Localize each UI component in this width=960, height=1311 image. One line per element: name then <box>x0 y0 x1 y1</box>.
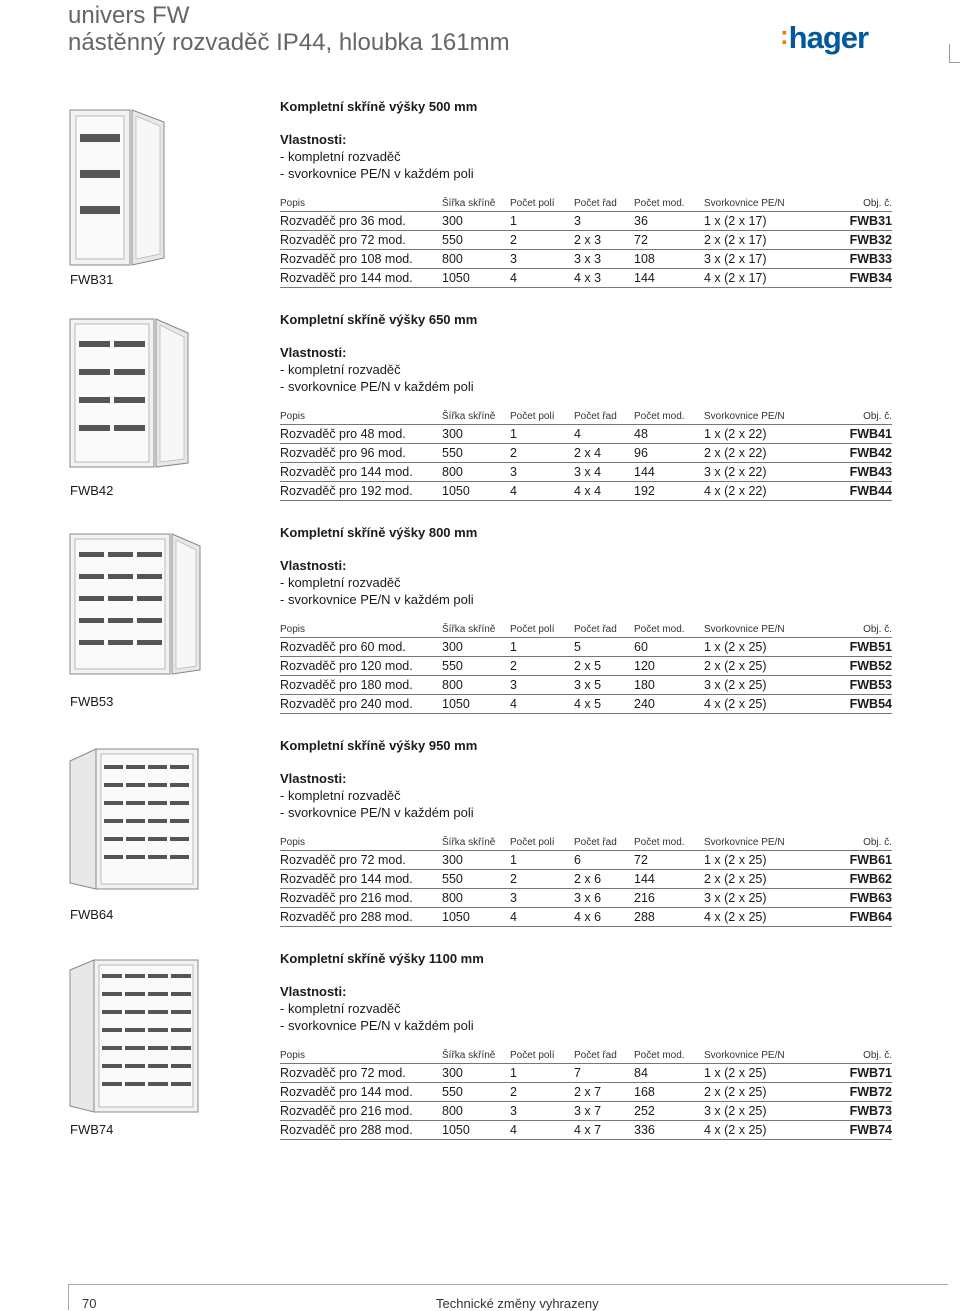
cell-terminal: 1 x (2 x 25) <box>704 851 814 870</box>
col-popis: Popis <box>280 834 442 851</box>
cell-modules: 288 <box>634 908 704 927</box>
cell-terminal: 4 x (2 x 25) <box>704 908 814 927</box>
col-popis: Popis <box>280 621 442 638</box>
cell-width: 800 <box>442 463 510 482</box>
table-row <box>280 269 892 288</box>
cabinet-image <box>66 745 206 895</box>
table-row <box>280 444 892 463</box>
property-item: - kompletní rozvaděč <box>280 575 401 590</box>
table-row <box>280 212 892 231</box>
cell-fields: 4 <box>510 482 574 501</box>
footer-note: Technické změny vyhrazeny <box>436 1296 599 1311</box>
table-row <box>280 695 892 714</box>
cell-modules: 120 <box>634 657 704 676</box>
col-modules: Počet mod. <box>634 408 704 425</box>
cell-fields: 2 <box>510 657 574 676</box>
property-item: - kompletní rozvaděč <box>280 362 401 377</box>
cell-rows: 3 x 4 <box>574 463 634 482</box>
hager-logo <box>780 20 868 56</box>
table-row <box>280 1102 892 1121</box>
cell-terminal: 1 x (2 x 25) <box>704 1064 814 1083</box>
col-popis: Popis <box>280 408 442 425</box>
cell-order-no: FWB42 <box>814 444 892 463</box>
col-rows: Počet řad <box>574 834 634 851</box>
cell-width: 300 <box>442 1064 510 1083</box>
properties-title: Vlastnosti: <box>280 345 347 360</box>
col-order-no: Obj. č. <box>814 621 892 638</box>
cell-terminal: 1 x (2 x 25) <box>704 638 814 657</box>
cell-terminal: 3 x (2 x 17) <box>704 250 814 269</box>
col-width: Šířka skříně <box>442 621 510 638</box>
cell-order-no: FWB33 <box>814 250 892 269</box>
cell-rows: 3 x 5 <box>574 676 634 695</box>
cell-terminal: 2 x (2 x 22) <box>704 444 814 463</box>
property-item: - svorkovnice PE/N v každém poli <box>280 805 474 820</box>
cell-popis: Rozvaděč pro 72 mod. <box>280 1064 442 1083</box>
cell-rows: 2 x 3 <box>574 231 634 250</box>
col-rows: Počet řad <box>574 1047 634 1064</box>
product-image-label: FWB64 <box>70 907 114 922</box>
col-rows: Počet řad <box>574 408 634 425</box>
cell-modules: 144 <box>634 269 704 288</box>
cell-rows: 4 x 5 <box>574 695 634 714</box>
cell-modules: 36 <box>634 212 704 231</box>
cell-fields: 4 <box>510 1121 574 1140</box>
cabinet-icon <box>66 315 196 475</box>
properties-title: Vlastnosti: <box>280 984 347 999</box>
cell-order-no: FWB62 <box>814 870 892 889</box>
logo-text: hager <box>788 20 869 55</box>
cell-rows: 3 <box>574 212 634 231</box>
page-title <box>68 2 510 56</box>
cell-width: 1050 <box>442 908 510 927</box>
product-image-label: FWB53 <box>70 694 114 709</box>
product-section <box>0 737 960 937</box>
cell-fields: 4 <box>510 908 574 927</box>
cabinet-image <box>66 956 206 1116</box>
section-title: Kompletní skříně výšky 650 mm <box>280 312 478 327</box>
cell-modules: 240 <box>634 695 704 714</box>
col-fields: Počet polí <box>510 408 574 425</box>
cell-order-no: FWB44 <box>814 482 892 501</box>
cell-popis: Rozvaděč pro 96 mod. <box>280 444 442 463</box>
cell-terminal: 2 x (2 x 25) <box>704 657 814 676</box>
cell-rows: 3 x 6 <box>574 889 634 908</box>
table-header-row <box>280 195 892 212</box>
cell-terminal: 4 x (2 x 25) <box>704 1121 814 1140</box>
cell-modules: 180 <box>634 676 704 695</box>
product-section <box>0 524 960 724</box>
cell-fields: 1 <box>510 851 574 870</box>
col-modules: Počet mod. <box>634 834 704 851</box>
section-title: Kompletní skříně výšky 1100 mm <box>280 951 484 966</box>
cabinet-icon <box>66 108 176 268</box>
cell-order-no: FWB54 <box>814 695 892 714</box>
cell-terminal: 1 x (2 x 17) <box>704 212 814 231</box>
table-row <box>280 1121 892 1140</box>
page-title-line1: univers FW <box>68 2 190 29</box>
spec-table <box>280 195 892 288</box>
cell-width: 550 <box>442 444 510 463</box>
col-terminal: Svorkovnice PE/N <box>704 1047 814 1064</box>
property-item: - kompletní rozvaděč <box>280 1001 401 1016</box>
cell-terminal: 4 x (2 x 22) <box>704 482 814 501</box>
spec-table <box>280 408 892 501</box>
table-row <box>280 1064 892 1083</box>
col-order-no: Obj. č. <box>814 195 892 212</box>
section-title: Kompletní skříně výšky 500 mm <box>280 99 478 114</box>
cabinet-icon <box>66 530 206 680</box>
cell-width: 300 <box>442 425 510 444</box>
footer-divider <box>68 1284 948 1285</box>
cell-rows: 2 x 7 <box>574 1083 634 1102</box>
cell-order-no: FWB34 <box>814 269 892 288</box>
cell-modules: 96 <box>634 444 704 463</box>
table-row <box>280 463 892 482</box>
cell-popis: Rozvaděč pro 144 mod. <box>280 870 442 889</box>
cell-order-no: FWB32 <box>814 231 892 250</box>
col-order-no: Obj. č. <box>814 1047 892 1064</box>
section-content <box>280 98 892 288</box>
col-width: Šířka skříně <box>442 834 510 851</box>
table-header-row <box>280 621 892 638</box>
table-header-row <box>280 834 892 851</box>
cell-modules: 84 <box>634 1064 704 1083</box>
col-order-no: Obj. č. <box>814 408 892 425</box>
cell-popis: Rozvaděč pro 72 mod. <box>280 851 442 870</box>
cell-popis: Rozvaděč pro 72 mod. <box>280 231 442 250</box>
cell-fields: 4 <box>510 695 574 714</box>
properties <box>280 344 892 395</box>
table-row <box>280 657 892 676</box>
col-fields: Počet polí <box>510 1047 574 1064</box>
properties <box>280 983 892 1034</box>
spec-table <box>280 834 892 927</box>
cell-popis: Rozvaděč pro 144 mod. <box>280 463 442 482</box>
cell-popis: Rozvaděč pro 192 mod. <box>280 482 442 501</box>
spec-table <box>280 621 892 714</box>
corner-mark <box>949 44 960 63</box>
cell-modules: 48 <box>634 425 704 444</box>
product-image-label: FWB74 <box>70 1122 114 1137</box>
cell-order-no: FWB71 <box>814 1064 892 1083</box>
cell-rows: 5 <box>574 638 634 657</box>
cell-terminal: 3 x (2 x 25) <box>704 1102 814 1121</box>
cell-rows: 3 x 7 <box>574 1102 634 1121</box>
cell-fields: 3 <box>510 1102 574 1121</box>
cell-width: 550 <box>442 231 510 250</box>
section-content <box>280 950 892 1140</box>
property-item: - kompletní rozvaděč <box>280 788 401 803</box>
cell-fields: 2 <box>510 1083 574 1102</box>
cell-width: 1050 <box>442 482 510 501</box>
cell-rows: 4 <box>574 425 634 444</box>
col-rows: Počet řad <box>574 621 634 638</box>
page-title-line2: nástěnný rozvaděč IP44, hloubka 161mm <box>68 29 510 56</box>
cell-width: 1050 <box>442 269 510 288</box>
table-row <box>280 908 892 927</box>
properties-title: Vlastnosti: <box>280 771 347 786</box>
page-number: 70 <box>82 1296 97 1311</box>
col-modules: Počet mod. <box>634 195 704 212</box>
properties-title: Vlastnosti: <box>280 558 347 573</box>
property-item: - svorkovnice PE/N v každém poli <box>280 166 474 181</box>
cell-width: 550 <box>442 1083 510 1102</box>
cell-rows: 7 <box>574 1064 634 1083</box>
cell-terminal: 2 x (2 x 25) <box>704 1083 814 1102</box>
cell-width: 300 <box>442 638 510 657</box>
cell-rows: 2 x 5 <box>574 657 634 676</box>
cell-fields: 1 <box>510 212 574 231</box>
col-fields: Počet polí <box>510 195 574 212</box>
cell-order-no: FWB73 <box>814 1102 892 1121</box>
cell-rows: 2 x 6 <box>574 870 634 889</box>
cell-terminal: 3 x (2 x 25) <box>704 676 814 695</box>
properties <box>280 557 892 608</box>
cell-width: 1050 <box>442 1121 510 1140</box>
col-terminal: Svorkovnice PE/N <box>704 621 814 638</box>
col-popis: Popis <box>280 195 442 212</box>
cell-order-no: FWB41 <box>814 425 892 444</box>
property-item: - kompletní rozvaděč <box>280 149 401 164</box>
cell-order-no: FWB72 <box>814 1083 892 1102</box>
col-terminal: Svorkovnice PE/N <box>704 408 814 425</box>
table-row <box>280 425 892 444</box>
cell-fields: 2 <box>510 444 574 463</box>
cell-modules: 72 <box>634 851 704 870</box>
cell-order-no: FWB43 <box>814 463 892 482</box>
cell-rows: 4 x 6 <box>574 908 634 927</box>
table-row <box>280 250 892 269</box>
cell-popis: Rozvaděč pro 60 mod. <box>280 638 442 657</box>
col-order-no: Obj. č. <box>814 834 892 851</box>
cell-popis: Rozvaděč pro 36 mod. <box>280 212 442 231</box>
col-width: Šířka skříně <box>442 195 510 212</box>
cell-order-no: FWB64 <box>814 908 892 927</box>
table-row <box>280 1083 892 1102</box>
cell-rows: 3 x 3 <box>574 250 634 269</box>
cell-modules: 336 <box>634 1121 704 1140</box>
cell-popis: Rozvaděč pro 120 mod. <box>280 657 442 676</box>
table-header-row <box>280 408 892 425</box>
cell-popis: Rozvaděč pro 180 mod. <box>280 676 442 695</box>
col-popis: Popis <box>280 1047 442 1064</box>
cell-width: 300 <box>442 212 510 231</box>
section-title: Kompletní skříně výšky 800 mm <box>280 525 478 540</box>
product-section <box>0 950 960 1150</box>
cell-fields: 1 <box>510 425 574 444</box>
section-title: Kompletní skříně výšky 950 mm <box>280 738 478 753</box>
col-terminal: Svorkovnice PE/N <box>704 195 814 212</box>
cell-rows: 4 x 7 <box>574 1121 634 1140</box>
cell-popis: Rozvaděč pro 288 mod. <box>280 908 442 927</box>
cell-rows: 2 x 4 <box>574 444 634 463</box>
cell-modules: 144 <box>634 463 704 482</box>
cell-terminal: 4 x (2 x 25) <box>704 695 814 714</box>
property-item: - svorkovnice PE/N v každém poli <box>280 1018 474 1033</box>
product-image-label: FWB31 <box>70 272 114 287</box>
table-row <box>280 638 892 657</box>
cell-terminal: 4 x (2 x 17) <box>704 269 814 288</box>
cell-modules: 60 <box>634 638 704 657</box>
cell-popis: Rozvaděč pro 48 mod. <box>280 425 442 444</box>
cell-order-no: FWB74 <box>814 1121 892 1140</box>
cell-fields: 3 <box>510 250 574 269</box>
product-image-label: FWB42 <box>70 483 114 498</box>
cabinet-image <box>66 315 206 475</box>
cell-popis: Rozvaděč pro 216 mod. <box>280 1102 442 1121</box>
cell-modules: 192 <box>634 482 704 501</box>
cell-order-no: FWB61 <box>814 851 892 870</box>
cabinet-icon <box>66 745 206 895</box>
product-section <box>0 311 960 511</box>
logo-dots-icon: : <box>780 20 789 50</box>
cell-fields: 2 <box>510 870 574 889</box>
cell-terminal: 1 x (2 x 22) <box>704 425 814 444</box>
table-row <box>280 231 892 250</box>
cell-fields: 4 <box>510 269 574 288</box>
col-fields: Počet polí <box>510 834 574 851</box>
cell-popis: Rozvaděč pro 108 mod. <box>280 250 442 269</box>
cell-modules: 144 <box>634 870 704 889</box>
cell-popis: Rozvaděč pro 288 mod. <box>280 1121 442 1140</box>
cell-modules: 72 <box>634 231 704 250</box>
table-row <box>280 889 892 908</box>
cell-order-no: FWB52 <box>814 657 892 676</box>
properties-title: Vlastnosti: <box>280 132 347 147</box>
col-width: Šířka skříně <box>442 1047 510 1064</box>
cell-fields: 3 <box>510 463 574 482</box>
cell-popis: Rozvaděč pro 144 mod. <box>280 269 442 288</box>
section-content <box>280 737 892 927</box>
cabinet-icon <box>66 956 206 1116</box>
cell-popis: Rozvaděč pro 216 mod. <box>280 889 442 908</box>
col-rows: Počet řad <box>574 195 634 212</box>
cell-fields: 3 <box>510 676 574 695</box>
cell-width: 800 <box>442 250 510 269</box>
footer-tick <box>68 1284 69 1310</box>
table-row <box>280 676 892 695</box>
cell-rows: 6 <box>574 851 634 870</box>
col-fields: Počet polí <box>510 621 574 638</box>
cell-width: 550 <box>442 870 510 889</box>
cell-modules: 252 <box>634 1102 704 1121</box>
cell-width: 300 <box>442 851 510 870</box>
property-item: - svorkovnice PE/N v každém poli <box>280 592 474 607</box>
table-row <box>280 851 892 870</box>
table-row <box>280 482 892 501</box>
cell-terminal: 2 x (2 x 25) <box>704 870 814 889</box>
cell-order-no: FWB63 <box>814 889 892 908</box>
cell-popis: Rozvaděč pro 144 mod. <box>280 1083 442 1102</box>
cell-terminal: 3 x (2 x 25) <box>704 889 814 908</box>
table-header-row <box>280 1047 892 1064</box>
section-content <box>280 311 892 501</box>
cell-rows: 4 x 3 <box>574 269 634 288</box>
section-content <box>280 524 892 714</box>
cell-width: 1050 <box>442 695 510 714</box>
table-row <box>280 870 892 889</box>
cabinet-image <box>66 108 206 268</box>
cell-modules: 168 <box>634 1083 704 1102</box>
cell-terminal: 2 x (2 x 17) <box>704 231 814 250</box>
cell-terminal: 3 x (2 x 22) <box>704 463 814 482</box>
cell-width: 550 <box>442 657 510 676</box>
cell-order-no: FWB31 <box>814 212 892 231</box>
col-terminal: Svorkovnice PE/N <box>704 834 814 851</box>
col-width: Šířka skříně <box>442 408 510 425</box>
col-modules: Počet mod. <box>634 1047 704 1064</box>
cell-fields: 3 <box>510 889 574 908</box>
property-item: - svorkovnice PE/N v každém poli <box>280 379 474 394</box>
cell-modules: 216 <box>634 889 704 908</box>
cell-width: 800 <box>442 1102 510 1121</box>
cell-modules: 108 <box>634 250 704 269</box>
cell-popis: Rozvaděč pro 240 mod. <box>280 695 442 714</box>
cell-order-no: FWB51 <box>814 638 892 657</box>
col-modules: Počet mod. <box>634 621 704 638</box>
cell-fields: 1 <box>510 1064 574 1083</box>
cell-order-no: FWB53 <box>814 676 892 695</box>
cell-fields: 2 <box>510 231 574 250</box>
properties <box>280 770 892 821</box>
properties <box>280 131 892 182</box>
spec-table <box>280 1047 892 1140</box>
cell-fields: 1 <box>510 638 574 657</box>
cabinet-image <box>66 530 206 680</box>
cell-width: 800 <box>442 889 510 908</box>
cell-width: 800 <box>442 676 510 695</box>
cell-rows: 4 x 4 <box>574 482 634 501</box>
product-section <box>0 98 960 298</box>
